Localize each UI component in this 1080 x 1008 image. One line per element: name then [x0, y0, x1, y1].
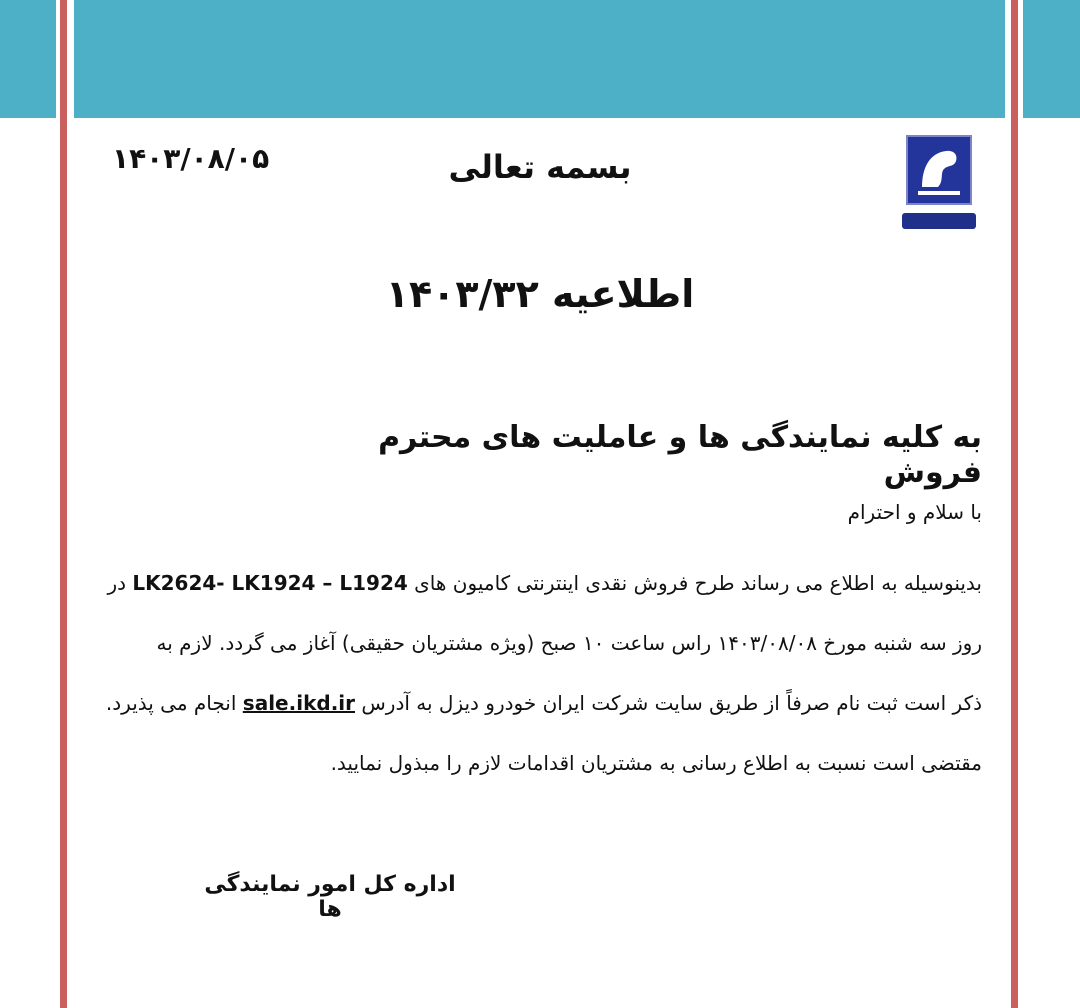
website-link[interactable]: sale.ikd.ir: [242, 691, 356, 715]
header-band: [0, 0, 1080, 118]
truck-models: LK2624- LK1924 – L1924: [132, 571, 408, 595]
body-line-1: [100, 553, 982, 613]
right-border-line: [1011, 0, 1018, 1008]
body-line-4: مقتضی است نسبت به اطلاع رسانی به مشتریان اقدامات لازم را مبذول نمایید.: [330, 751, 982, 775]
body-line-1-text: بدینوسیله به اطلاع می رساند طرح فروش نقدی اینترنتی کامیون های: [414, 571, 982, 595]
letter-date: ۱۴۰۳/۰۸/۰۵: [112, 142, 270, 175]
signature: اداره کل امور نمایندگی ها: [204, 872, 456, 922]
body-line-1-end: در: [107, 571, 127, 595]
iran-khodro-diesel-logo-icon: [898, 135, 980, 233]
body-line-3-text: ذکر است ثبت نام صرفاً از طریق سایت شرکت ایران خودرو دیزل به آدرس: [361, 691, 982, 715]
notice-title: اطلاعیه ۱۴۰۳/۳۲: [385, 272, 695, 316]
body-line-3-end: انجام می پذیرد.: [105, 691, 237, 715]
invocation-heading: بسمه تعالی: [448, 148, 632, 186]
greeting: با سلام و احترام: [847, 500, 982, 524]
body-line-3: [100, 673, 982, 733]
recipients-heading: به کلیه نمایندگی ها و عاملیت های محترم فروش: [378, 420, 982, 490]
letter-body: [100, 553, 982, 793]
body-line-2: روز سه شنبه مورخ ۱۴۰۳/۰۸/۰۸ راس ساعت ۱۰ صبح (ویژه مشتریان حقیقی) آغاز می گردد. لازم به: [156, 631, 982, 655]
left-border-line: [60, 0, 67, 1008]
